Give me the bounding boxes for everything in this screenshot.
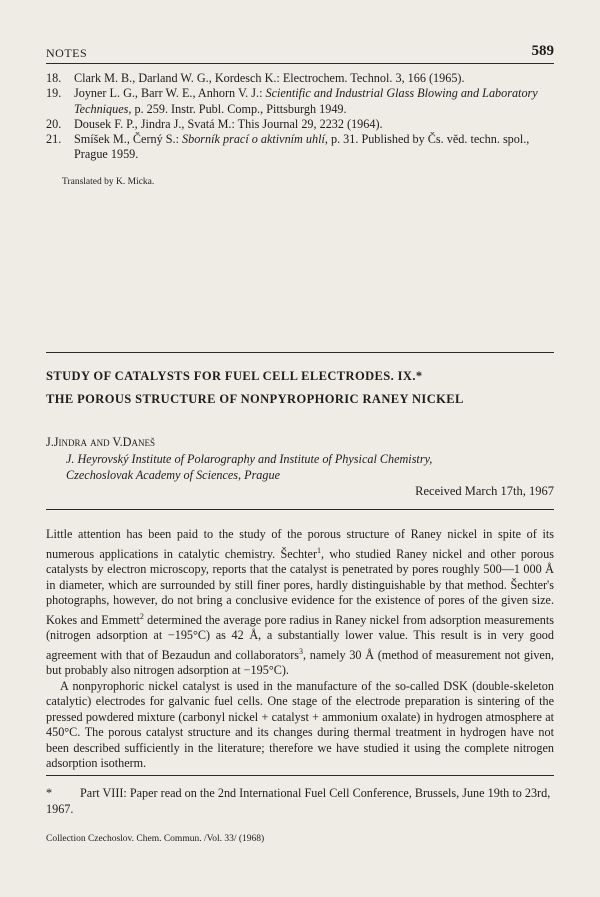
article-body <box>46 527 554 772</box>
received-date: Received March 17th, 1967 <box>415 484 554 498</box>
reference-book-title: Scientific and Industrial Glass Blowing and Laboratory Techniques <box>74 86 538 116</box>
header-rule <box>46 63 554 64</box>
reference-book-title: Sborník prací o aktivním uhlí <box>182 132 325 147</box>
body-paragraph: A nonpyrophoric nickel catalyst is used in the manufacture of the so-called DSK (double-skeleton catalytic) electrodes for galvanic fuel cells. One stage of the electrode preparation is sintering of the pressed powdered mixture (carbonyl nickel + catalyst + ammonium oxalate) in hydrogen atmosphere at 450°C. The porous catalyst structure and its changes during thermal treatment in hydrogen have not been described sufficiently in the literature; therefore we have studied it using the complete nitrogen adsorption isotherm. <box>46 678 554 771</box>
title-line-1: STUDY OF CATALYSTS FOR FUEL CELL ELECTRODES. IX.* <box>46 369 423 383</box>
footnote-rule <box>46 775 554 776</box>
reference-number: 18. <box>46 71 62 85</box>
text-run: , namely 30 Å (method of measurement not given, but probably also nitrogen adsorption at −195°C). <box>46 647 554 678</box>
body-paragraph <box>46 527 554 679</box>
reference-number: 19. <box>46 86 62 101</box>
affiliation-line-2: Czechoslovak Academy of Sciences, Prague <box>66 467 281 482</box>
text-run: determined the average pore radius in Raney nickel from adsorption measurements (nitrogen adsorption at −195°C) as 42 Å, a substantially lower value. This result is in very good agreement with that of Bezaudun and collaborators <box>46 612 554 662</box>
article-affiliation <box>66 452 546 483</box>
reference-item <box>46 71 554 86</box>
running-header <box>46 42 554 62</box>
citation-sup: 3 <box>299 646 304 656</box>
reference-text: Joyner L. G., Barr W. E., Anhorn V. J.: <box>74 86 266 101</box>
article-title <box>46 365 560 411</box>
section-name: NOTES <box>46 46 88 60</box>
footnote-marker: * <box>46 786 53 800</box>
citation-sup: 1 <box>317 545 322 555</box>
journal-footer: Collection Czechoslov. Chem. Commun. /Vol. 33/ (1968) <box>46 834 265 844</box>
article-authors: J.Jindra and V.Daneš <box>46 435 155 449</box>
reference-number: 21. <box>46 132 62 147</box>
text-run: , who studied Raney nickel and other porous catalysts by electron microscopy, reports that the catalyst is penetrated by pores roughly 500—1 000 Å in diameter, which are surrounded by still finer pores, hardly distinguishable by that method. Šechter's photographs, however, do not bring a conclusive evidence for the existence of pores of the given size. Kokes and Emmett <box>46 546 554 627</box>
translator-credit: Translated by K. Micka. <box>62 177 155 187</box>
footnote <box>46 786 554 817</box>
reference-list <box>46 71 554 163</box>
reference-item <box>46 117 554 132</box>
citation-sup: 2 <box>139 611 144 621</box>
footnote-text: Part VIII: Paper read on the 2nd International Fuel Cell Conference, Brussels, June 19th to 23rd, 1967. <box>46 786 551 816</box>
reference-text-tail: , p. 259. Instr. Publ. Comp., Pittsburgh 1949. <box>128 101 347 116</box>
article-top-rule <box>46 352 554 353</box>
abstract-rule <box>46 509 554 510</box>
reference-text-tail: , p. 31. Published by Čs. věd. techn. spol., Prague 1959. <box>74 132 530 162</box>
page-number: 589 <box>531 43 554 59</box>
reference-number: 20. <box>46 116 62 131</box>
reference-text: Dousek F. P., Jindra J., Svatá M.: This Journal 29, 2232 (1964). <box>74 116 383 131</box>
reference-text: Clark M. B., Darland W. G., Kordesch K.: Electrochem. Technol. 3, 166 (1965). <box>74 71 465 85</box>
reference-item <box>46 86 554 117</box>
text-run: Little attention has been paid to the study of the porous structure of Raney nickel in spite of its numerous applications in catalytic chemistry. Šechter <box>46 527 554 561</box>
reference-text: Smíšek M., Černý S.: <box>74 132 183 147</box>
title-line-2: THE POROUS STRUCTURE OF NONPYROPHORIC RANEY NICKEL <box>46 392 464 406</box>
reference-item <box>46 132 554 163</box>
affiliation-line-1: J. Heyrovský Institute of Polarography and Institute of Physical Chemistry, <box>66 452 433 466</box>
